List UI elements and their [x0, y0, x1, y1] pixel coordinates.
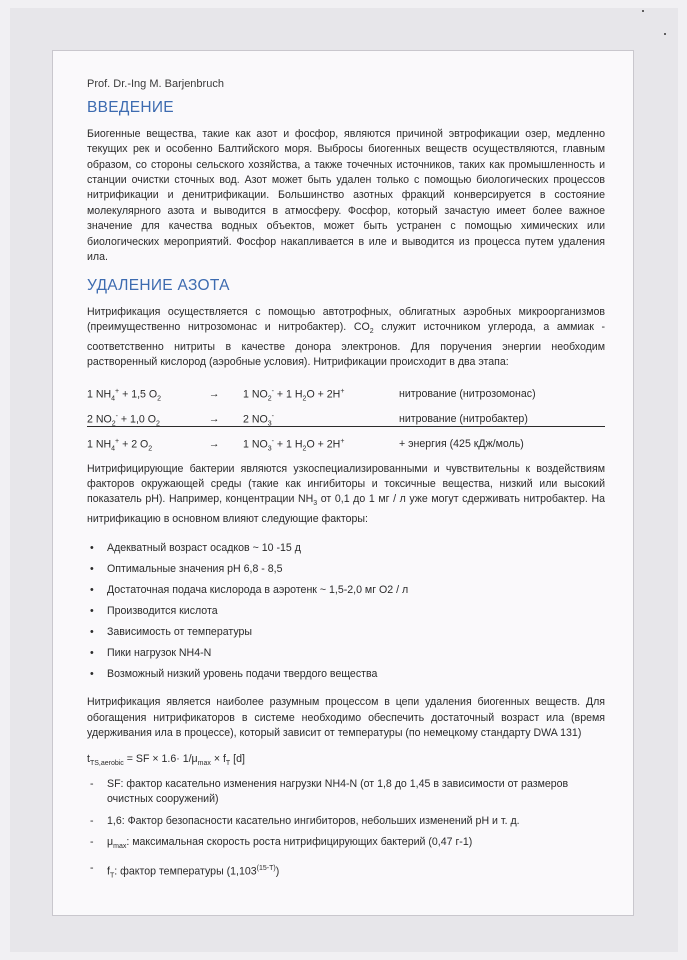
reaction-list	[87, 384, 605, 452]
formula-part: [d]	[230, 752, 245, 765]
scan-speck	[664, 33, 666, 35]
definition-text: SF: фактор касательно изменения нагрузки NH4-N (от 1,8 до 1,45 в зависимости от размеров очистных сооружений)	[107, 778, 569, 806]
definition-item	[87, 861, 605, 884]
bullet-icon: •	[90, 563, 94, 576]
bullet-icon: •	[90, 542, 94, 555]
definition-list	[87, 777, 605, 884]
reaction-note: + энергия (425 кДж/моль)	[399, 438, 524, 451]
definition-item	[87, 814, 605, 829]
factor-text: Достаточная подача кислорода в аэротенк ~ 1,5-2,0 мг О2 / л	[107, 584, 409, 597]
subscript: 3	[313, 500, 318, 508]
definition-text: )	[275, 865, 280, 878]
subscript: T	[225, 759, 231, 767]
factor-item	[87, 540, 605, 561]
reaction-row	[87, 409, 605, 427]
subscript: T	[109, 872, 115, 880]
reaction-note: нитрование (нитробактер)	[399, 413, 528, 426]
reaction-row	[87, 434, 605, 452]
formula-part: t	[87, 752, 90, 765]
dash-icon: -	[90, 778, 94, 791]
author-line: Prof. Dr.-Ing M. Barjenbruch	[87, 78, 224, 90]
sludge-age-formula	[87, 752, 605, 772]
formula-part: × f	[210, 752, 226, 765]
factor-item	[87, 561, 605, 582]
factor-text: Возможный низкий уровень подачи твердого вещества	[107, 668, 378, 681]
paragraph-text: Нитрифицирующие бактерии являются узкоспециализированными и чувствительны к воздействиям факторов окружающей среды (такие как ингибиторы и токсичные вещества, низкий или высокий показатель pH). Например, концентрации NH	[87, 462, 605, 506]
factor-item	[87, 645, 605, 666]
document-page	[52, 50, 634, 916]
factor-text: Пики нагрузок NH4-N	[107, 647, 212, 660]
nitrification-paragraph	[87, 305, 605, 371]
definition-text: : фактор температуры (1,103	[114, 865, 257, 878]
reaction-note: нитрование (нитрозомонас)	[399, 388, 536, 401]
page-content	[87, 77, 605, 890]
factor-text: Адекватный возраст осадков ~ 10 -15 д	[107, 542, 301, 555]
reaction-arrow: →	[208, 438, 220, 451]
bullet-icon: •	[90, 584, 94, 597]
paragraph-text: служит источником углерода, а аммиак - соответственно нитриты в качестве донора электронов. Для поручения энергии необходим растворенный кислород (аэробные условия). Нитрификации происходит в два этапа:	[87, 321, 606, 369]
reaction-arrow: →	[208, 388, 220, 401]
subscript: TS,aerobic	[89, 759, 124, 767]
definition-text: 1,6: Фактор безопасности касательно ингибиторов, небольших изменений pH и т. д.	[107, 814, 520, 827]
bullet-icon: •	[90, 626, 94, 639]
definition-symbol: μ	[107, 836, 114, 849]
reaction-rhs: 1 $NO_3^- + 1$ $H_2O + 2H^+$	[243, 437, 345, 453]
reaction-arrow: →	[208, 413, 220, 426]
section-title-intro: ВВЕДЕНИЕ	[87, 99, 174, 117]
subscript: max	[197, 759, 211, 767]
subscript: max	[113, 843, 127, 851]
dash-icon: -	[90, 814, 94, 827]
paragraph-text: от 0,1 до 1 мг / л уже могут сдерживать нитробактер. На нитрификацию в основном влияют следующие факторы:	[87, 493, 605, 525]
reaction-rhs: 2 $NO_3^-$	[243, 412, 274, 428]
definition-symbol: f	[107, 865, 110, 878]
bullet-icon: •	[90, 668, 94, 681]
definition-item	[87, 835, 605, 855]
reaction-lhs: 1 $NH_4^+ + 2$ $O_2$	[87, 437, 153, 453]
factor-item	[87, 666, 605, 687]
bacteria-paragraph	[87, 462, 605, 528]
dash-icon: -	[90, 836, 94, 849]
factor-text: Оптимальные значения pH 6,8 - 8,5	[107, 563, 283, 576]
reaction-lhs: 1 $NH_4^+ + 1,5$ $O_2$	[87, 387, 162, 403]
definition-item	[87, 777, 605, 808]
section-title-nitrogen: УДАЛЕНИЕ АЗОТА	[87, 277, 230, 295]
intro-paragraph: Биогенные вещества, такие как азот и фосфор, являются причиной эвтрофикации озер, медленно текущих рек и особенно Балтийского моря. Выбросы биогенных веществ осуществляются, главным образом, со стороны сельского хозяйства, а также точечных источников, таких как промышленность и станции очистки сточных вод. Азот может быть удален только с помощью биологических процессов нитрификации и денитрификации. Большинство азотных фракций конверсируется в состояние молекулярного азота и выводится в атмосферу. Фосфор, который зачастую имеет более важное значение для качества водных объектов, может быть устранен с помощью химических или биологических мероприятий. Фосфор накапливается в иле и выводится из процесса путем удаления ила.	[87, 127, 605, 264]
formula-part: = SF × 1.6· 1/μ	[123, 752, 198, 765]
factor-item	[87, 624, 605, 645]
reaction-row	[87, 384, 605, 402]
reaction-lhs: 2 $NO_2^- + 1,0$ $O_2$	[87, 412, 160, 428]
superscript: (15-T)	[256, 864, 276, 872]
scan-speck	[642, 10, 644, 12]
factor-text: Зависимость от температуры	[107, 626, 253, 639]
dash-icon: -	[90, 861, 94, 874]
factor-item	[87, 603, 605, 624]
definition-text: : максимальная скорость роста нитрифицирующих бактерий (0,47 г-1)	[126, 836, 473, 849]
paragraph-text: Нитрификация осуществляется с помощью автотрофных, облигатных аэробных микроорганизмов (преимущественно нитрозомонас и нитробактер). CO	[87, 305, 605, 334]
subscript: 2	[369, 328, 374, 336]
bullet-icon: •	[90, 605, 94, 618]
sludge-age-paragraph: Нитрификация является наиболее разумным процессом в цепи удаления биогенных веществ. Для обогащения нитрификаторов в системе необходимо обеспечить достаточный возраст ила (время удерживания ила в процессе), который зависит от температуры (по немецкому стандарту DWA 131)	[87, 696, 605, 740]
factor-item	[87, 582, 605, 603]
factor-text: Производится кислота	[107, 605, 218, 618]
factor-list	[87, 540, 605, 687]
reaction-rhs: 1 $NO_2^- + 1$ $H_2O + 2H^+$	[243, 387, 345, 403]
bullet-icon: •	[90, 647, 94, 660]
